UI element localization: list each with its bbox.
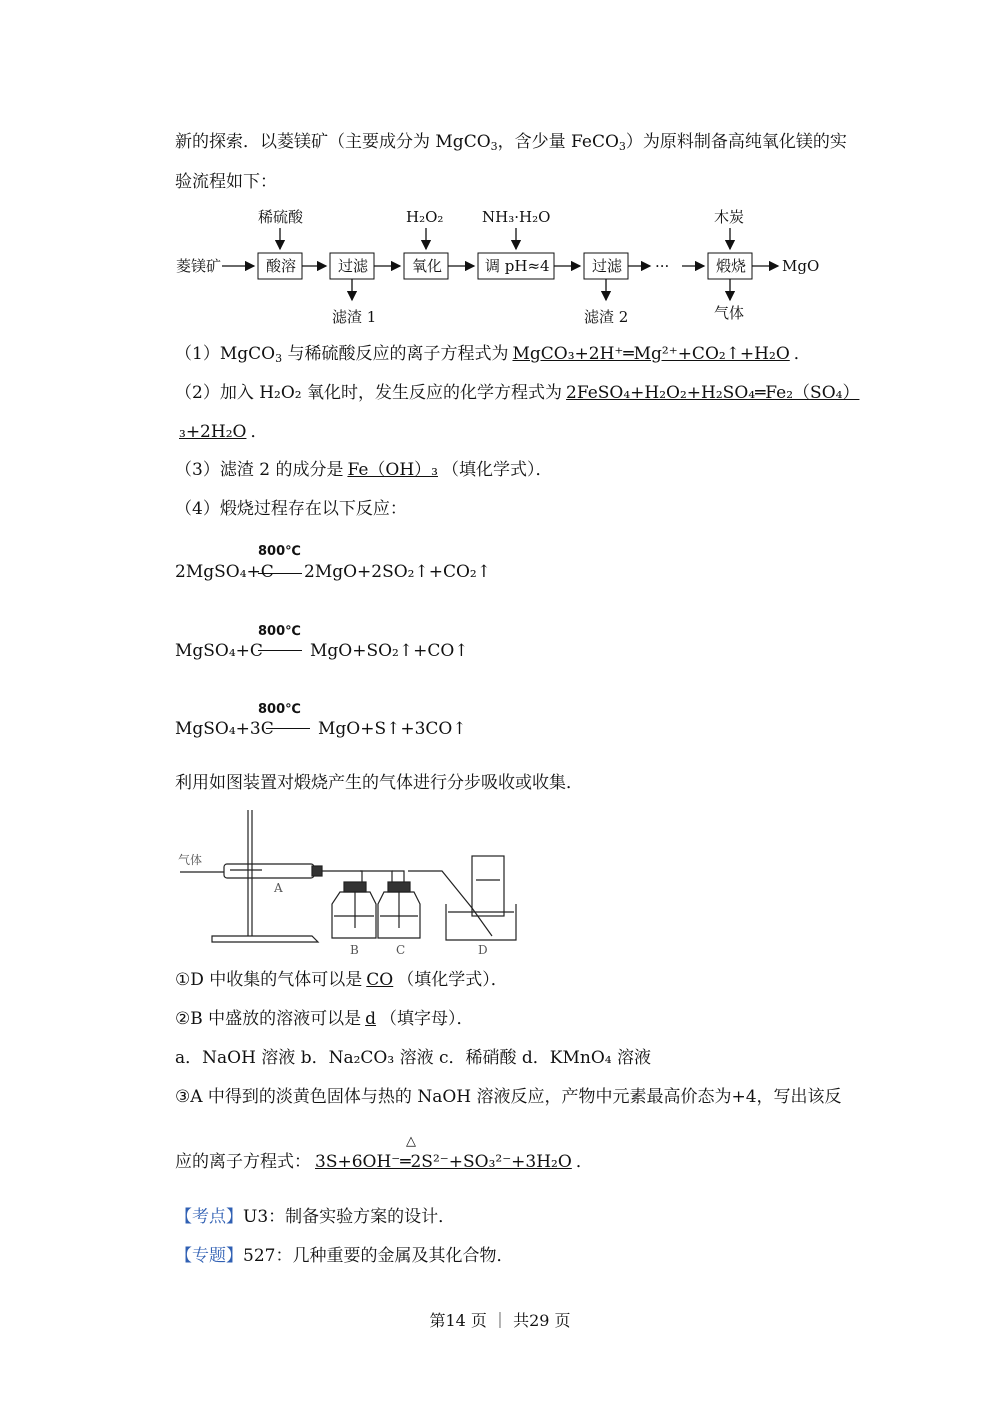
apparatus-intro: 利用如图装置对煅烧产生的气体进行分步吸收或收集． xyxy=(175,773,583,793)
answer-1: MgCO₃+2H⁺═Mg²⁺+CO₂↑+H₂O xyxy=(512,344,790,364)
question-3: （3）滤渣 2 的成分是 Fe（OH）₃ （填化学式）． xyxy=(175,460,553,480)
reaction-3-right: MgO+S↑+3CO↑ xyxy=(318,719,467,739)
flow-source: 菱镁矿 xyxy=(176,257,222,275)
apparatus-gas-label: 气体 xyxy=(178,853,203,867)
sub-answer-2: d xyxy=(365,1009,377,1029)
zhuanti: 【专题】527：几种重要的金属及其化合物． xyxy=(175,1246,514,1266)
answer-2b: ₃+2H₂O xyxy=(179,422,247,442)
sub-question-1: ①D 中收集的气体可以是 CO （填化学式）． xyxy=(175,970,508,990)
flow-output-2: 滤渣 2 xyxy=(584,308,629,326)
flow-box-1: 酸溶 xyxy=(266,257,297,275)
intro-line-1: 新的探索．以菱镁矿（主要成分为 MgCO$_3$，含少量 FeCO$_3$）为原料制备高纯氧化镁的实 xyxy=(175,132,847,153)
zhuanti-tag: 【专题】 xyxy=(175,1246,243,1266)
reaction-3-left: MgSO₄+3C xyxy=(175,719,274,739)
flow-input-4: 木炭 xyxy=(714,208,745,226)
flow-diagram xyxy=(170,200,850,330)
sub-question-2: ②B 中盛放的溶液可以是 d （填字母）． xyxy=(175,1009,474,1029)
answer-2a: 2FeSO₄+H₂O₂+H₂SO₄═Fe₂（SO₄） xyxy=(566,383,860,403)
flow-product-label: MgO xyxy=(782,257,820,275)
flow-input-1: 稀硫酸 xyxy=(258,208,304,226)
reaction-1-condition: 800℃ xyxy=(258,544,301,559)
flow-output-3: 气体 xyxy=(714,304,745,322)
reaction-2-left: MgSO₄+C xyxy=(175,641,263,661)
kaodian: 【考点】U3：制备实验方案的设计． xyxy=(175,1207,456,1227)
flow-input-3: NH₃·H₂O xyxy=(482,208,551,226)
flow-box-5: 过滤 xyxy=(592,257,623,275)
reaction-1-left: 2MgSO₄+C xyxy=(175,562,274,582)
page-footer: 第14 页 ｜ 共29 页 xyxy=(429,1311,571,1330)
reaction-2-right: MgO+SO₂↑+CO↑ xyxy=(310,641,469,661)
kaodian-tag: 【考点】 xyxy=(175,1207,243,1227)
apparatus-label-d: D xyxy=(478,943,488,957)
intro-line-2: 验流程如下： xyxy=(175,172,277,192)
flow-output-1: 滤渣 1 xyxy=(332,308,377,326)
sub-answer-1: CO xyxy=(366,970,394,990)
apparatus-diagram xyxy=(172,808,532,960)
flow-box-4: 调 pH≈4 xyxy=(485,257,550,275)
question-1: （1）MgCO$_3$ 与稀硫酸反应的离子方程式为 MgCO₃+2H⁺═Mg²⁺+CO₂↑+H₂O ． xyxy=(175,344,811,365)
apparatus-label-c: C xyxy=(396,943,406,957)
apparatus-label-a: A xyxy=(274,881,283,895)
answer-3: Fe（OH）₃ xyxy=(347,460,438,480)
flow-box-6: 煅烧 xyxy=(716,257,747,275)
flow-box-2: 过滤 xyxy=(338,257,369,275)
sub-question-3: ③A 中得到的淡黄色固体与热的 NaOH 溶液反应，产物中元素最高价态为+4，写出该反 xyxy=(175,1087,842,1107)
reaction-1-right: 2MgO+2SO₂↑+CO₂↑ xyxy=(304,562,491,582)
reaction-3-condition: 800℃ xyxy=(258,702,301,717)
reaction-2-bar xyxy=(258,650,302,651)
reaction-2-condition: 800℃ xyxy=(258,624,301,639)
flow-ellipsis: ··· xyxy=(655,257,670,275)
apparatus-label-b: B xyxy=(350,943,359,957)
question-2-cont: ₃+2H₂O ． xyxy=(175,420,267,444)
flow-input-2: H₂O₂ xyxy=(406,208,444,226)
sub-question-3-cont: 应的离子方程式： 3S+6OH⁻═2S²⁻+SO₃²⁻+3H₂O ． xyxy=(175,1152,593,1172)
reaction-1-bar xyxy=(258,573,302,574)
question-4: （4）煅烧过程存在以下反应： xyxy=(175,499,407,519)
delta-symbol: △ xyxy=(406,1134,416,1149)
reaction-3-bar xyxy=(266,728,310,729)
options: a．NaOH 溶液 b．Na₂CO₃ 溶液 c．稀硝酸 d．KMnO₄ 溶液 xyxy=(175,1048,652,1068)
question-2: （2）加入 H₂O₂ 氧化时，发生反应的化学方程式为 2FeSO₄+H₂O₂+H₂SO₄═Fe₂（SO₄） xyxy=(175,381,863,405)
flow-box-3: 氧化 xyxy=(412,257,443,275)
sub-answer-3: 3S+6OH⁻═2S²⁻+SO₃²⁻+3H₂O xyxy=(315,1152,572,1172)
